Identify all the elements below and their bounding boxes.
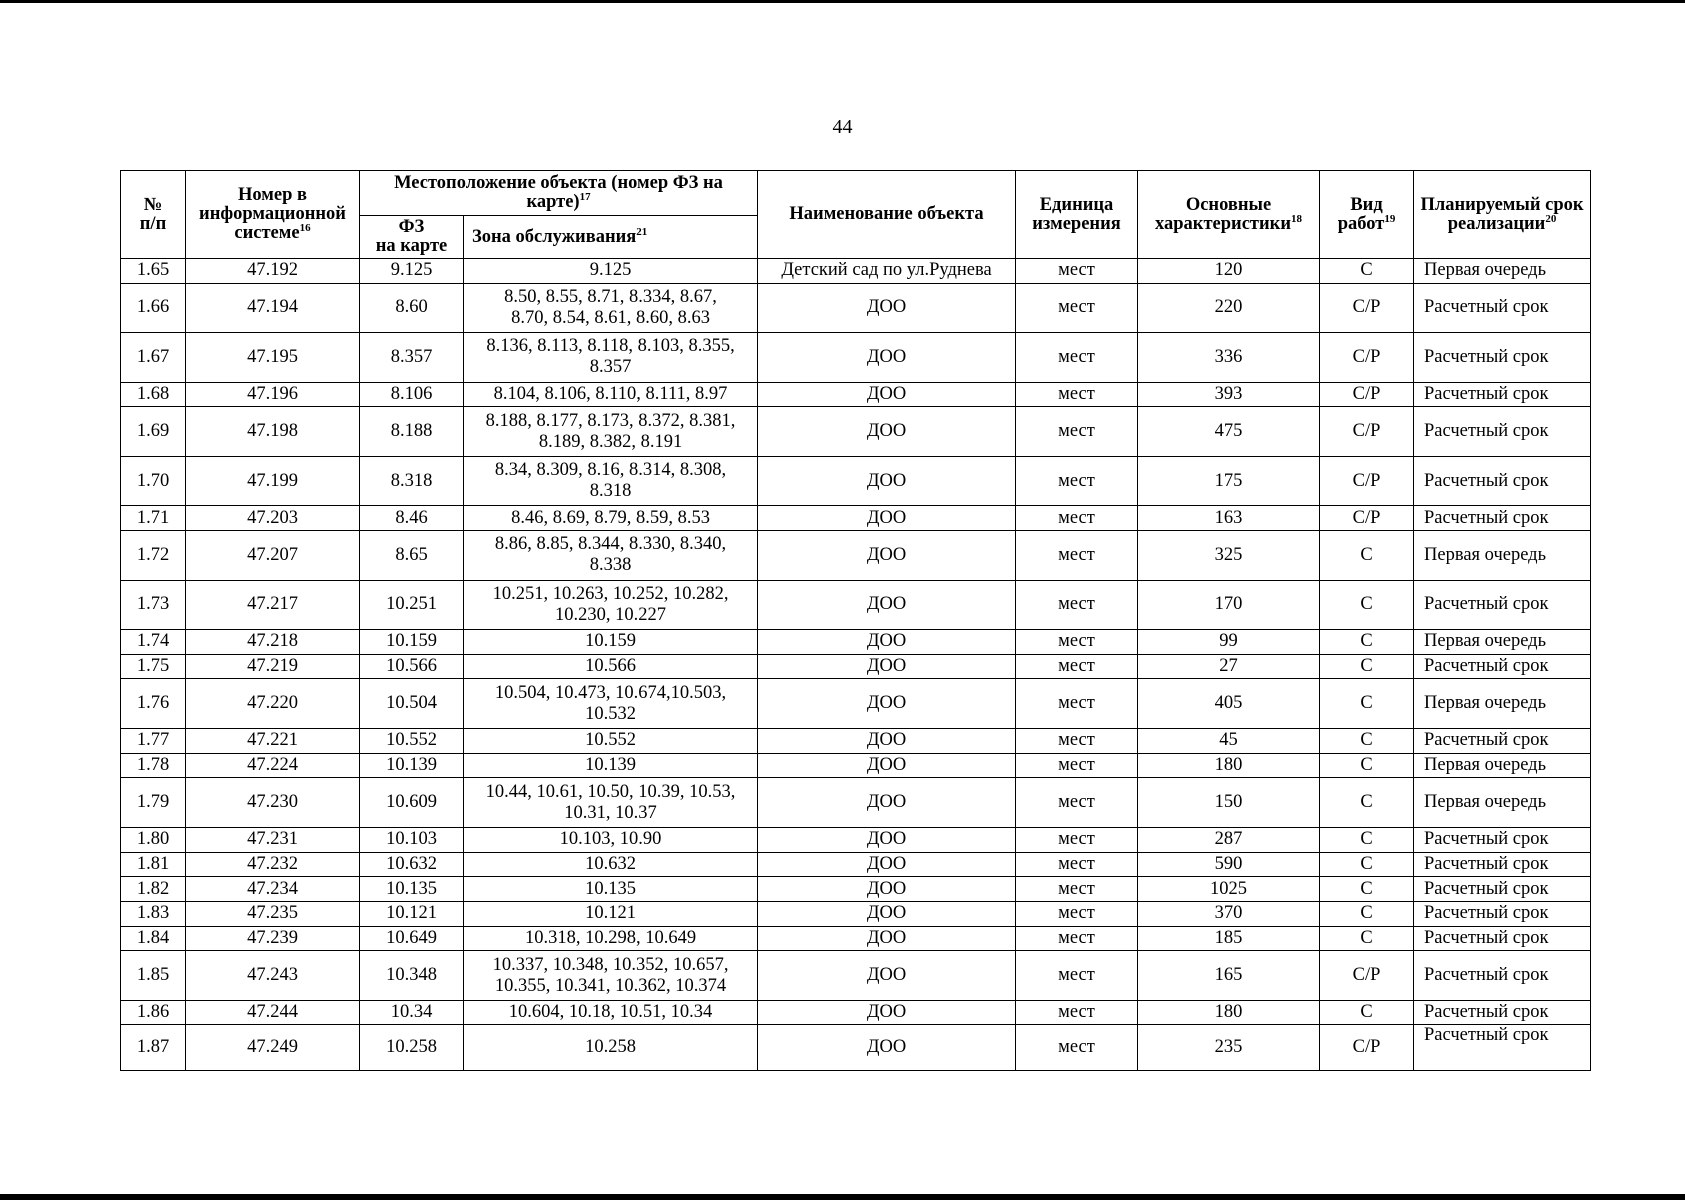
- table-row: [121, 283, 1591, 333]
- service-zone-cell: 9.125: [464, 259, 758, 284]
- object-name-cell: ДОО: [758, 333, 1016, 383]
- characteristic-cell: 590: [1138, 852, 1320, 877]
- table-row: [121, 901, 1591, 926]
- characteristic-cell: 163: [1138, 506, 1320, 531]
- info-number-cell: 47.218: [186, 630, 360, 655]
- fz-number-cell: 10.135: [360, 877, 464, 902]
- header-term: Планируемый срок реализации$^{20}$: [1414, 171, 1591, 259]
- object-name-cell: ДОО: [758, 630, 1016, 655]
- info-number-cell: 47.224: [186, 753, 360, 778]
- work-type-cell: С: [1320, 259, 1414, 284]
- fz-number-cell: 10.348: [360, 951, 464, 1001]
- fz-number-cell: 10.258: [360, 1025, 464, 1071]
- term-cell: Расчетный срок: [1414, 877, 1591, 902]
- characteristic-cell: 180: [1138, 1000, 1320, 1025]
- term-cell: Расчетный срок: [1414, 926, 1591, 951]
- info-number-cell: 47.230: [186, 778, 360, 828]
- header-unit: Единица измерения: [1016, 171, 1138, 259]
- term-cell: Расчетный срок: [1414, 283, 1591, 333]
- work-type-cell: С: [1320, 679, 1414, 729]
- unit-cell: мест: [1016, 259, 1138, 284]
- info-number-cell: 47.196: [186, 382, 360, 407]
- work-type-cell: С/Р: [1320, 333, 1414, 383]
- work-type-cell: С/Р: [1320, 1025, 1414, 1071]
- row-number-cell: 1.82: [121, 877, 186, 902]
- unit-cell: мест: [1016, 531, 1138, 581]
- scan-top-edge: [0, 0, 1685, 3]
- service-zone-cell: 10.135: [464, 877, 758, 902]
- table-row: [121, 1025, 1591, 1071]
- unit-cell: мест: [1016, 926, 1138, 951]
- characteristic-cell: 235: [1138, 1025, 1320, 1071]
- fz-number-cell: 8.188: [360, 407, 464, 457]
- row-number-cell: 1.81: [121, 852, 186, 877]
- work-type-cell: С: [1320, 778, 1414, 828]
- object-name-cell: ДОО: [758, 654, 1016, 679]
- term-cell: Расчетный срок: [1414, 951, 1591, 1001]
- fz-number-cell: 10.609: [360, 778, 464, 828]
- service-zone-cell: 10.566: [464, 654, 758, 679]
- unit-cell: мест: [1016, 333, 1138, 383]
- object-name-cell: ДОО: [758, 877, 1016, 902]
- unit-cell: мест: [1016, 679, 1138, 729]
- characteristic-cell: 170: [1138, 580, 1320, 630]
- table-row: [121, 1000, 1591, 1025]
- info-number-cell: 47.234: [186, 877, 360, 902]
- service-zone-cell: 8.34, 8.309, 8.16, 8.314, 8.308, 8.318: [464, 456, 758, 506]
- info-number-cell: 47.198: [186, 407, 360, 457]
- fz-number-cell: 10.552: [360, 728, 464, 753]
- term-cell: Расчетный срок: [1414, 580, 1591, 630]
- characteristic-cell: 185: [1138, 926, 1320, 951]
- info-number-cell: 47.232: [186, 852, 360, 877]
- info-number-cell: 47.221: [186, 728, 360, 753]
- info-number-cell: 47.207: [186, 531, 360, 581]
- row-number-cell: 1.86: [121, 1000, 186, 1025]
- service-zone-cell: 10.258: [464, 1025, 758, 1071]
- fz-number-cell: 8.318: [360, 456, 464, 506]
- fz-number-cell: 8.60: [360, 283, 464, 333]
- object-name-cell: ДОО: [758, 901, 1016, 926]
- term-cell: Расчетный срок: [1414, 852, 1591, 877]
- unit-cell: мест: [1016, 630, 1138, 655]
- characteristic-cell: 99: [1138, 630, 1320, 655]
- header-fz: ФЗ на карте: [360, 216, 464, 259]
- row-number-cell: 1.77: [121, 728, 186, 753]
- row-number-cell: 1.70: [121, 456, 186, 506]
- service-zone-cell: 10.139: [464, 753, 758, 778]
- service-zone-cell: 10.251, 10.263, 10.252, 10.282, 10.230, 10.227: [464, 580, 758, 630]
- fz-number-cell: 10.34: [360, 1000, 464, 1025]
- unit-cell: мест: [1016, 877, 1138, 902]
- info-number-cell: 47.195: [186, 333, 360, 383]
- object-name-cell: ДОО: [758, 506, 1016, 531]
- object-name-cell: ДОО: [758, 951, 1016, 1001]
- table-row: [121, 382, 1591, 407]
- service-zone-cell: 10.121: [464, 901, 758, 926]
- header-num: № п/п: [121, 171, 186, 259]
- characteristic-cell: 120: [1138, 259, 1320, 284]
- characteristic-cell: 475: [1138, 407, 1320, 457]
- fz-number-cell: 8.357: [360, 333, 464, 383]
- object-name-cell: ДОО: [758, 283, 1016, 333]
- row-number-cell: 1.79: [121, 778, 186, 828]
- work-type-cell: С: [1320, 654, 1414, 679]
- row-number-cell: 1.80: [121, 827, 186, 852]
- term-cell: Расчетный срок: [1414, 901, 1591, 926]
- work-type-cell: С/Р: [1320, 283, 1414, 333]
- term-cell: Первая очередь: [1414, 778, 1591, 828]
- unit-cell: мест: [1016, 407, 1138, 457]
- object-name-cell: ДОО: [758, 679, 1016, 729]
- fz-number-cell: 10.504: [360, 679, 464, 729]
- table-row: [121, 679, 1591, 729]
- fz-number-cell: 8.46: [360, 506, 464, 531]
- info-number-cell: 47.239: [186, 926, 360, 951]
- term-cell: Расчетный срок: [1414, 827, 1591, 852]
- service-zone-cell: 8.188, 8.177, 8.173, 8.372, 8.381, 8.189, 8.382, 8.191: [464, 407, 758, 457]
- table-row: [121, 728, 1591, 753]
- term-cell: Расчетный срок: [1414, 456, 1591, 506]
- fz-number-cell: 10.251: [360, 580, 464, 630]
- characteristic-cell: 325: [1138, 531, 1320, 581]
- work-type-cell: С: [1320, 926, 1414, 951]
- term-cell: Первая очередь: [1414, 679, 1591, 729]
- object-name-cell: ДОО: [758, 382, 1016, 407]
- object-name-cell: ДОО: [758, 456, 1016, 506]
- row-number-cell: 1.74: [121, 630, 186, 655]
- unit-cell: мест: [1016, 1000, 1138, 1025]
- term-cell: Первая очередь: [1414, 259, 1591, 284]
- row-number-cell: 1.73: [121, 580, 186, 630]
- fz-number-cell: 8.65: [360, 531, 464, 581]
- term-cell: Первая очередь: [1414, 630, 1591, 655]
- table-row: [121, 506, 1591, 531]
- fz-number-cell: 10.566: [360, 654, 464, 679]
- row-number-cell: 1.76: [121, 679, 186, 729]
- table-row: [121, 654, 1591, 679]
- object-name-cell: ДОО: [758, 852, 1016, 877]
- row-number-cell: 1.66: [121, 283, 186, 333]
- unit-cell: мест: [1016, 283, 1138, 333]
- info-number-cell: 47.203: [186, 506, 360, 531]
- characteristic-cell: 27: [1138, 654, 1320, 679]
- term-cell: Расчетный срок: [1414, 728, 1591, 753]
- row-number-cell: 1.67: [121, 333, 186, 383]
- info-number-cell: 47.199: [186, 456, 360, 506]
- object-name-cell: ДОО: [758, 580, 1016, 630]
- info-number-cell: 47.219: [186, 654, 360, 679]
- object-name-cell: ДОО: [758, 1000, 1016, 1025]
- service-zone-cell: 10.552: [464, 728, 758, 753]
- table-row: [121, 753, 1591, 778]
- objects-table: [120, 170, 1591, 1071]
- work-type-cell: С/Р: [1320, 506, 1414, 531]
- table-row: [121, 630, 1591, 655]
- info-number-cell: 47.231: [186, 827, 360, 852]
- row-number-cell: 1.87: [121, 1025, 186, 1071]
- table-row: [121, 259, 1591, 284]
- characteristic-cell: 336: [1138, 333, 1320, 383]
- service-zone-cell: 10.318, 10.298, 10.649: [464, 926, 758, 951]
- row-number-cell: 1.83: [121, 901, 186, 926]
- fz-number-cell: 10.159: [360, 630, 464, 655]
- characteristic-cell: 220: [1138, 283, 1320, 333]
- work-type-cell: С: [1320, 531, 1414, 581]
- service-zone-cell: 8.50, 8.55, 8.71, 8.334, 8.67, 8.70, 8.54, 8.61, 8.60, 8.63: [464, 283, 758, 333]
- info-number-cell: 47.235: [186, 901, 360, 926]
- unit-cell: мест: [1016, 580, 1138, 630]
- object-name-cell: Детский сад по ул.Руднева: [758, 259, 1016, 284]
- characteristic-cell: 165: [1138, 951, 1320, 1001]
- work-type-cell: С/Р: [1320, 382, 1414, 407]
- work-type-cell: С: [1320, 1000, 1414, 1025]
- object-name-cell: ДОО: [758, 753, 1016, 778]
- object-name-cell: ДОО: [758, 728, 1016, 753]
- unit-cell: мест: [1016, 778, 1138, 828]
- service-zone-cell: 8.104, 8.106, 8.110, 8.111, 8.97: [464, 382, 758, 407]
- characteristic-cell: 1025: [1138, 877, 1320, 902]
- service-zone-cell: 8.136, 8.113, 8.118, 8.103, 8.355, 8.357: [464, 333, 758, 383]
- info-number-cell: 47.220: [186, 679, 360, 729]
- work-type-cell: С: [1320, 877, 1414, 902]
- unit-cell: мест: [1016, 753, 1138, 778]
- row-number-cell: 1.78: [121, 753, 186, 778]
- info-number-cell: 47.217: [186, 580, 360, 630]
- characteristic-cell: 45: [1138, 728, 1320, 753]
- info-number-cell: 47.244: [186, 1000, 360, 1025]
- work-type-cell: С: [1320, 753, 1414, 778]
- service-zone-cell: 10.504, 10.473, 10.674,10.503, 10.532: [464, 679, 758, 729]
- object-name-cell: ДОО: [758, 531, 1016, 581]
- header-zone: Зона обслуживания$^{21}$: [464, 216, 758, 259]
- row-number-cell: 1.72: [121, 531, 186, 581]
- characteristic-cell: 393: [1138, 382, 1320, 407]
- fz-number-cell: 10.139: [360, 753, 464, 778]
- work-type-cell: С: [1320, 580, 1414, 630]
- term-cell: Первая очередь: [1414, 531, 1591, 581]
- service-zone-cell: 10.44, 10.61, 10.50, 10.39, 10.53, 10.31, 10.37: [464, 778, 758, 828]
- service-zone-cell: 10.103, 10.90: [464, 827, 758, 852]
- page-number: 44: [832, 116, 853, 138]
- service-zone-cell: 10.632: [464, 852, 758, 877]
- fz-number-cell: 9.125: [360, 259, 464, 284]
- unit-cell: мест: [1016, 951, 1138, 1001]
- fz-number-cell: 10.103: [360, 827, 464, 852]
- term-cell: Расчетный срок: [1414, 1025, 1591, 1071]
- work-type-cell: С: [1320, 852, 1414, 877]
- term-cell: Расчетный срок: [1414, 654, 1591, 679]
- table-row: [121, 333, 1591, 383]
- characteristic-cell: 287: [1138, 827, 1320, 852]
- work-type-cell: С/Р: [1320, 407, 1414, 457]
- service-zone-cell: 10.604, 10.18, 10.51, 10.34: [464, 1000, 758, 1025]
- object-name-cell: ДОО: [758, 926, 1016, 951]
- unit-cell: мест: [1016, 1025, 1138, 1071]
- object-name-cell: ДОО: [758, 407, 1016, 457]
- service-zone-cell: 8.46, 8.69, 8.79, 8.59, 8.53: [464, 506, 758, 531]
- service-zone-cell: 10.159: [464, 630, 758, 655]
- unit-cell: мест: [1016, 456, 1138, 506]
- table-row: [121, 951, 1591, 1001]
- characteristic-cell: 180: [1138, 753, 1320, 778]
- object-name-cell: ДОО: [758, 827, 1016, 852]
- info-number-cell: 47.249: [186, 1025, 360, 1071]
- table-row: [121, 531, 1591, 581]
- table-row: [121, 852, 1591, 877]
- row-number-cell: 1.71: [121, 506, 186, 531]
- row-number-cell: 1.75: [121, 654, 186, 679]
- term-cell: Расчетный срок: [1414, 1000, 1591, 1025]
- term-cell: Расчетный срок: [1414, 333, 1591, 383]
- info-number-cell: 47.192: [186, 259, 360, 284]
- object-name-cell: ДОО: [758, 778, 1016, 828]
- header-work-type: Вид работ$^{19}$: [1320, 171, 1414, 259]
- fz-number-cell: 8.106: [360, 382, 464, 407]
- row-number-cell: 1.68: [121, 382, 186, 407]
- characteristic-cell: 150: [1138, 778, 1320, 828]
- header-location: Местоположение объекта (номер ФЗ на карте)$^{17}$: [360, 171, 758, 216]
- work-type-cell: С: [1320, 827, 1414, 852]
- unit-cell: мест: [1016, 382, 1138, 407]
- unit-cell: мест: [1016, 506, 1138, 531]
- term-cell: Расчетный срок: [1414, 506, 1591, 531]
- header-info-number: Номер в информационной системе$^{16}$: [186, 171, 360, 259]
- work-type-cell: С/Р: [1320, 951, 1414, 1001]
- work-type-cell: С: [1320, 728, 1414, 753]
- row-number-cell: 1.85: [121, 951, 186, 1001]
- unit-cell: мест: [1016, 852, 1138, 877]
- unit-cell: мест: [1016, 827, 1138, 852]
- row-number-cell: 1.84: [121, 926, 186, 951]
- row-number-cell: 1.65: [121, 259, 186, 284]
- term-cell: Расчетный срок: [1414, 382, 1591, 407]
- info-number-cell: 47.243: [186, 951, 360, 1001]
- characteristic-cell: 405: [1138, 679, 1320, 729]
- unit-cell: мест: [1016, 901, 1138, 926]
- term-cell: Расчетный срок: [1414, 407, 1591, 457]
- fz-number-cell: 10.121: [360, 901, 464, 926]
- object-name-cell: ДОО: [758, 1025, 1016, 1071]
- unit-cell: мест: [1016, 728, 1138, 753]
- work-type-cell: С/Р: [1320, 456, 1414, 506]
- header-object-name: Наименование объекта: [758, 171, 1016, 259]
- service-zone-cell: 8.86, 8.85, 8.344, 8.330, 8.340, 8.338: [464, 531, 758, 581]
- table-row: [121, 580, 1591, 630]
- table-row: [121, 778, 1591, 828]
- characteristic-cell: 370: [1138, 901, 1320, 926]
- row-number-cell: 1.69: [121, 407, 186, 457]
- info-number-cell: 47.194: [186, 283, 360, 333]
- scan-bottom-edge: [0, 1194, 1685, 1200]
- unit-cell: мест: [1016, 654, 1138, 679]
- table-row: [121, 877, 1591, 902]
- table-row: [121, 926, 1591, 951]
- work-type-cell: С: [1320, 901, 1414, 926]
- term-cell: Первая очередь: [1414, 753, 1591, 778]
- service-zone-cell: 10.337, 10.348, 10.352, 10.657, 10.355, 10.341, 10.362, 10.374: [464, 951, 758, 1001]
- fz-number-cell: 10.632: [360, 852, 464, 877]
- header-characteristics: Основные характеристики$^{18}$: [1138, 171, 1320, 259]
- table-row: [121, 827, 1591, 852]
- table-body: [121, 259, 1591, 1071]
- characteristic-cell: 175: [1138, 456, 1320, 506]
- table-row: [121, 407, 1591, 457]
- work-type-cell: С: [1320, 630, 1414, 655]
- fz-number-cell: 10.649: [360, 926, 464, 951]
- table-row: [121, 456, 1591, 506]
